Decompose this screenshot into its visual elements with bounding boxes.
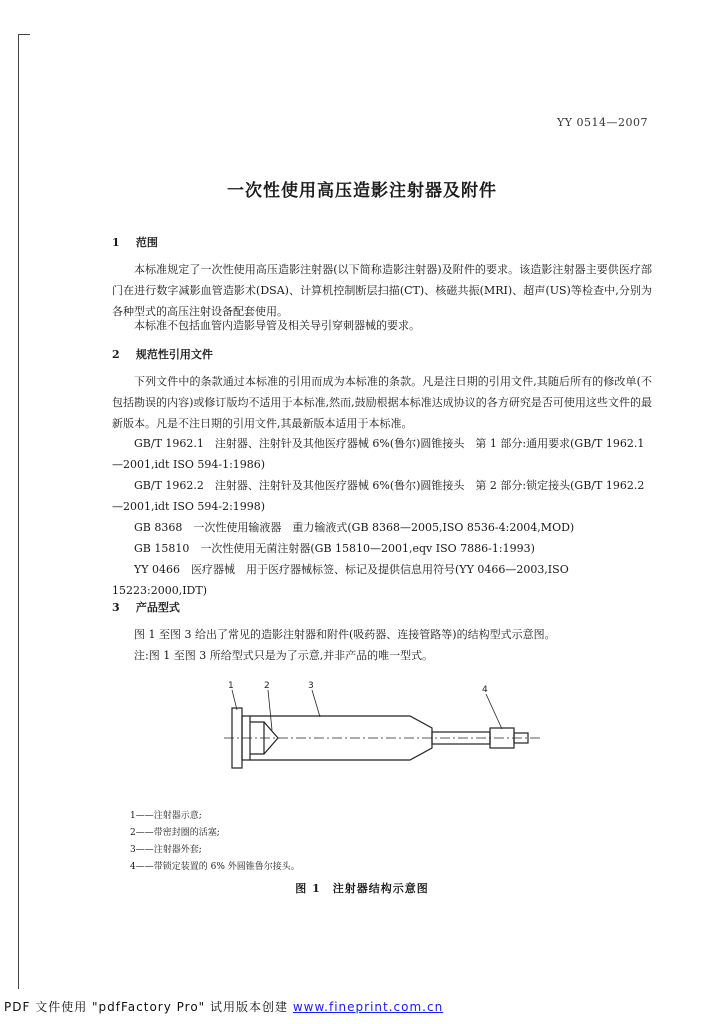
callout-label-2: 2 (264, 681, 270, 691)
reference-item: GB 15810 一次性使用无菌注射器(GB 15810—2001,eqv ISO 7886-1:1993) (134, 542, 535, 555)
legend-item: 3——注射器外套; (130, 845, 202, 855)
section-2-paragraph-1: 下列文件中的条款通过本标准的引用而成为本标准的条款。凡是注日期的引用文件,其随后所有的修改单(不包括勘误的内容)或修订版均不适用于本标准,然而,鼓励根据本标准达成协议的各方研究是否可使用这些文件的最新版本。凡是不注日期的引用文件,其最新版本适用于本标准。 (112, 375, 652, 430)
figure-legend (130, 808, 300, 876)
legend-item: 1——注射器示意; (130, 811, 202, 821)
callout-label-4: 4 (482, 685, 488, 695)
callout-leader (268, 690, 272, 730)
legend-item: 2——带密封圈的活塞; (130, 828, 220, 838)
callout-leader (312, 690, 320, 717)
callout-leader (486, 694, 502, 729)
section-1-paragraph-1: 本标准规定了一次性使用高压造影注射器(以下简称造影注射器)及附件的要求。该造影注射器主要供医疗部门在进行数字减影血管造影术(DSA)、计算机控制断层扫描(CT)、核磁共振(MRI)、超声(US)等检查中,分别为各种型式的高压注射设备配套使用。 (112, 263, 652, 318)
figure-caption: 图 1 注射器结构示意图 (295, 882, 429, 895)
legend-item: 4——带锁定装置的 6% 外圆锥鲁尔接头。 (130, 862, 300, 872)
standard-code: YY 0514—2007 (556, 116, 648, 129)
syringe-diagram (220, 680, 550, 795)
reference-item: GB 8368 一次性使用输液器 重力输液式(GB 8368—2005,ISO 8536-4:2004,MOD) (134, 521, 575, 534)
section-heading-3: 3 产品型式 (112, 601, 180, 614)
reference-item: GB/T 1962.2 注射器、注射针及其他医疗器械 6%(鲁尔)圆锥接头 第 2 部分:锁定接头(GB/T 1962.2—2001,idt ISO 594-2:1998) (112, 479, 645, 513)
reference-item: GB/T 1962.1 注射器、注射针及其他医疗器械 6%(鲁尔)圆锥接头 第 1 部分:通用要求(GB/T 1962.1—2001,idt ISO 594-1:1986) (112, 437, 645, 471)
callout-label-3: 3 (308, 681, 314, 691)
reference-item: YY 0466 医疗器械 用于医疗器械标签、标记及提供信息用符号(YY 0466—2003,ISO 15223:2000,IDT) (112, 563, 569, 597)
document-title: 一次性使用高压造影注射器及附件 (227, 181, 497, 201)
section-heading-2: 2 规范性引用文件 (112, 348, 213, 361)
section-3-paragraph-1: 图 1 至图 3 给出了常见的造影注射器和附件(吸药器、连接管路等)的结构型式示意图。 (134, 628, 556, 641)
pdf-footer (4, 998, 443, 1015)
section-heading-1: 1 范围 (112, 236, 158, 249)
section-3-note: 注:图 1 至图 3 所给型式只是为了示意,并非产品的唯一型式。 (134, 649, 434, 662)
callout-label-1: 1 (228, 681, 234, 691)
section-1-paragraph-2: 本标准不包括血管内造影导管及相关导引穿刺器械的要求。 (134, 319, 420, 332)
callout-leader (232, 690, 237, 710)
footer-text: PDF 文件使用 "pdfFactory Pro" 试用版本创建 (4, 1000, 293, 1014)
binding-margin-tick (18, 34, 30, 35)
footer-link[interactable]: www.fineprint.com.cn (292, 1000, 444, 1014)
